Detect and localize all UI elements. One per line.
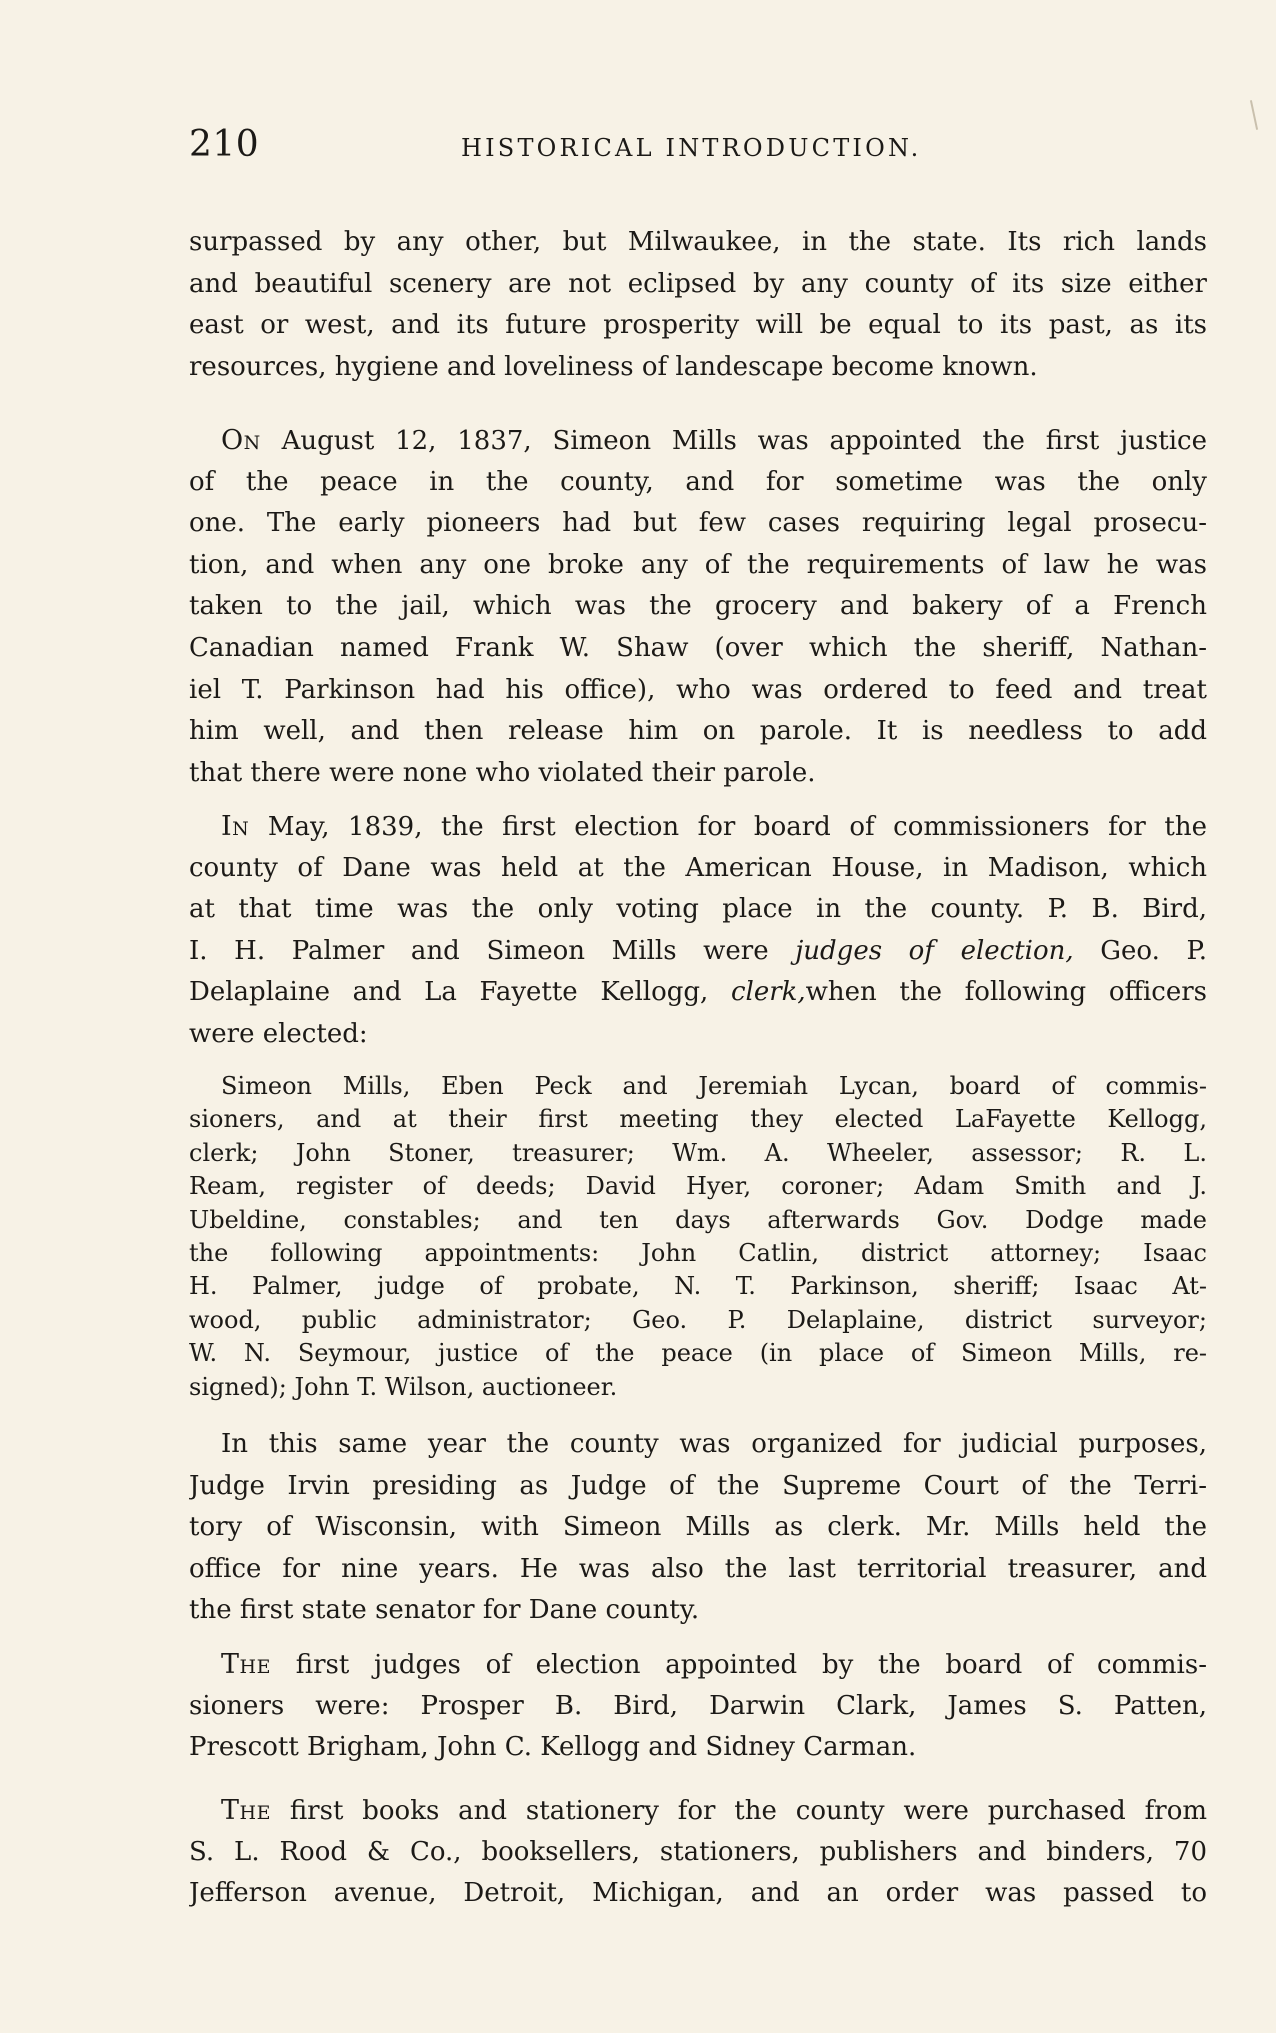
italic-term: judges of election, bbox=[795, 935, 1074, 966]
text-line: Prescott Brigham, John C. Kellogg and Sidney Carman. bbox=[189, 1732, 917, 1763]
text-line: him well, and then release him on parole. It is needless to add bbox=[189, 716, 1207, 747]
small-caps-lead: IN bbox=[221, 811, 250, 842]
text-line: of the peace in the county, and for sometime was the only bbox=[189, 466, 1207, 497]
page-edge-mark bbox=[1250, 100, 1258, 130]
italic-term: clerk, bbox=[730, 977, 806, 1008]
text-line: Delaplaine and La Fayette Kellogg, clerk,when the following officers bbox=[189, 977, 1207, 1008]
paragraph-7 bbox=[189, 1790, 1207, 1915]
paragraph-4 bbox=[189, 1070, 1207, 1404]
text-line: county of Dane was held at the American House, in Madison, which bbox=[189, 852, 1207, 883]
text-line: S. L. Rood & Co., booksellers, stationers, publishers and binders, 70 bbox=[189, 1836, 1207, 1867]
text-line: surpassed by any other, but Milwaukee, in the state. Its rich lands bbox=[189, 227, 1207, 257]
text-line: the following appointments: John Catlin, district attorney; Isaac bbox=[189, 1238, 1207, 1267]
text-line: THE first books and stationery for the county were purchased from bbox=[221, 1795, 1207, 1826]
text-line: were elected: bbox=[189, 1018, 368, 1049]
small-caps-lead: THE bbox=[221, 1649, 271, 1680]
text-line: Jefferson avenue, Detroit, Michigan, and an order was passed to bbox=[189, 1878, 1207, 1909]
text-line: iel T. Parkinson had his office), who was ordered to feed and treat bbox=[189, 674, 1207, 705]
paragraph-3 bbox=[189, 806, 1207, 1056]
text-line: sioners, and at their first meeting they elected LaFayette Kellogg, bbox=[189, 1105, 1207, 1134]
paragraph-5 bbox=[189, 1424, 1207, 1632]
text-line: IN May, 1839, the first election for board of commissioners for the bbox=[221, 811, 1207, 842]
text-line: W. N. Seymour, justice of the peace (in place of Simeon Mills, re- bbox=[189, 1339, 1207, 1368]
text-line: Ubeldine, constables; and ten days afterwards Gov. Dodge made bbox=[189, 1205, 1207, 1234]
page-number: 210 bbox=[189, 124, 260, 165]
text-line: I. H. Palmer and Simeon Mills were judges of election, Geo. P. bbox=[189, 935, 1207, 966]
text-line: at that time was the only voting place in the county. P. B. Bird, bbox=[189, 894, 1207, 925]
text-line: one. The early pioneers had but few cases requiring legal prosecu- bbox=[189, 508, 1207, 539]
text-line: Canadian named Frank W. Shaw (over which the sheriff, Nathan- bbox=[189, 632, 1207, 663]
text-line: office for nine years. He was also the last territorial treasurer, and bbox=[189, 1553, 1207, 1584]
text-line: east or west, and its future prosperity will be equal to its past, as its bbox=[189, 310, 1207, 341]
text-line: sioners were: Prosper B. Bird, Darwin Clark, James S. Patten, bbox=[189, 1690, 1207, 1721]
text-line: In this same year the county was organized for judicial purposes, bbox=[221, 1429, 1207, 1459]
text-line: resources, hygiene and loveliness of landescape become known. bbox=[189, 351, 1038, 382]
text-line: H. Palmer, judge of probate, N. T. Parkinson, sheriff; Isaac At- bbox=[189, 1272, 1207, 1301]
running-head: HISTORICAL INTRODUCTION. bbox=[461, 134, 922, 162]
text-line: tory of Wisconsin, with Simeon Mills as clerk. Mr. Mills held the bbox=[189, 1512, 1207, 1543]
text-line: taken to the jail, which was the grocery and bakery of a French bbox=[189, 591, 1207, 622]
text-line: Judge Irvin presiding as Judge of the Supreme Court of the Terri- bbox=[189, 1470, 1207, 1501]
text-line: THE first judges of election appointed by the board of commis- bbox=[221, 1649, 1207, 1680]
text-line: wood, public administrator; Geo. P. Delaplaine, district surveyor; bbox=[189, 1305, 1207, 1334]
text-line: Simeon Mills, Eben Peck and Jeremiah Lycan, board of commis- bbox=[221, 1072, 1207, 1100]
text-line: clerk; John Stoner, treasurer; Wm. A. Wheeler, assessor; R. L. bbox=[189, 1138, 1207, 1167]
text-line: signed); John T. Wilson, auctioneer. bbox=[189, 1372, 618, 1401]
text-line: tion, and when any one broke any of the requirements of law he was bbox=[189, 549, 1207, 580]
paragraph-2 bbox=[189, 420, 1207, 794]
text-line: that there were none who violated their parole. bbox=[189, 757, 816, 788]
small-caps-lead: ON bbox=[221, 425, 261, 456]
paragraph-6 bbox=[189, 1644, 1207, 1769]
text-line: and beautiful scenery are not eclipsed by any county of its size either bbox=[189, 268, 1207, 299]
text-line: Ream, register of deeds; David Hyer, coroner; Adam Smith and J. bbox=[189, 1172, 1207, 1201]
paragraph-1 bbox=[189, 222, 1207, 388]
text-line: ON August 12, 1837, Simeon Mills was appointed the first justice bbox=[221, 425, 1207, 456]
page-header bbox=[189, 124, 1209, 174]
text-line: the first state senator for Dane county. bbox=[189, 1595, 700, 1626]
small-caps-lead: THE bbox=[221, 1795, 271, 1826]
